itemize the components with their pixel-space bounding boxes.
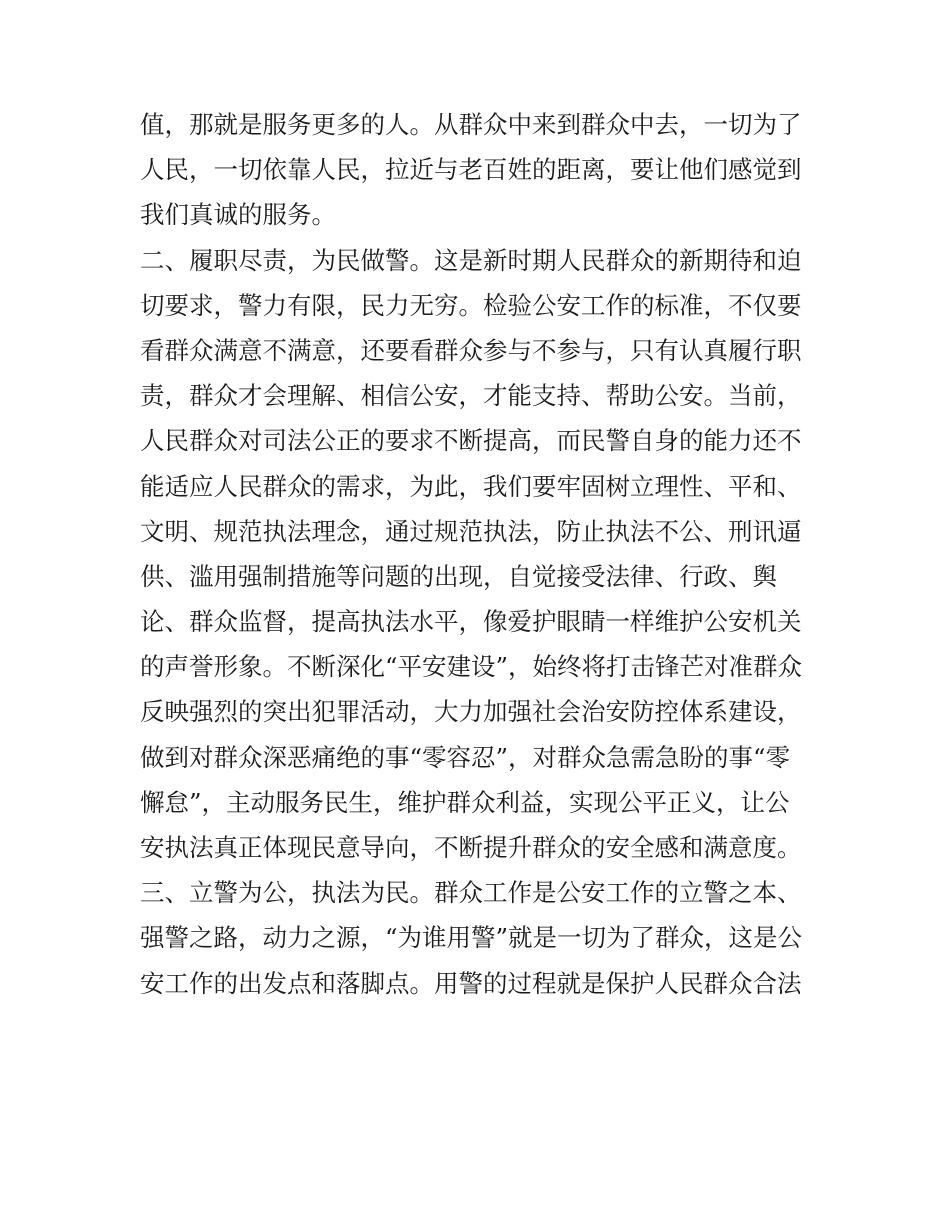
- text-line: 我们真诚的服务。: [140, 200, 336, 230]
- text-line: 能适应人民群众的需求，为此，我们要牢固树立理性、平和、: [140, 471, 802, 501]
- text-line: 值，那就是服务更多的人。从群众中来到群众中去，一切为了: [140, 110, 802, 139]
- text-line: 三、立警为公，执法为民。群众工作是公安工作的立警之本、: [140, 878, 802, 908]
- text-line: 二、履职尽责，为民做警。这是新时期人民群众的新期待和迫: [140, 245, 802, 275]
- text-line: 人民，一切依靠人民，拉近与老百姓的距离，要让他们感觉到: [140, 155, 802, 185]
- text-line: 供、滥用强制措施等问题的出现，自觉接受法律、行政、舆: [140, 561, 777, 591]
- text-line: 做到对群众深恶痛绝的事“零容忍”，对群众急需急盼的事“零: [140, 742, 791, 772]
- text-line: 切要求，警力有限，民力无穷。检验公安工作的标准，不仅要: [140, 290, 802, 320]
- text-line: 文明、规范执法理念，通过规范执法，防止执法不公、刑讯逼: [140, 516, 802, 546]
- text-line: 的声誉形象。不断深化“平安建设”，始终将打击锋芒对准群众: [140, 652, 803, 682]
- text-line: 强警之路，动力之源，“为谁用警”就是一切为了群众，这是公: [140, 923, 803, 953]
- text-line: 懈怠”，主动服务民生，维护群众利益，实现公平正义，让公: [140, 787, 790, 817]
- text-line: 安工作的出发点和落脚点。用警的过程就是保护人民群众合法: [140, 968, 802, 998]
- text-line: 看群众满意不满意，还要看群众参与不参与，只有认真履行职: [140, 335, 802, 365]
- body-text: [140, 102, 820, 1006]
- text-line: 人民群众对司法公正的要求不断提高，而民警自身的能力还不: [140, 426, 802, 456]
- text-line: 反映强烈的突出犯罪活动，大力加强社会治安防控体系建设，: [140, 697, 802, 727]
- text-line: 安执法真正体现民意导向，不断提升群众的安全感和满意度。: [140, 833, 802, 862]
- text-line: 论、群众监督，提高执法水平，像爱护眼睛一样维护公安机关: [140, 607, 802, 637]
- text-line: 责，群众才会理解、相信公安，才能支持、帮助公安。当前，: [140, 381, 802, 411]
